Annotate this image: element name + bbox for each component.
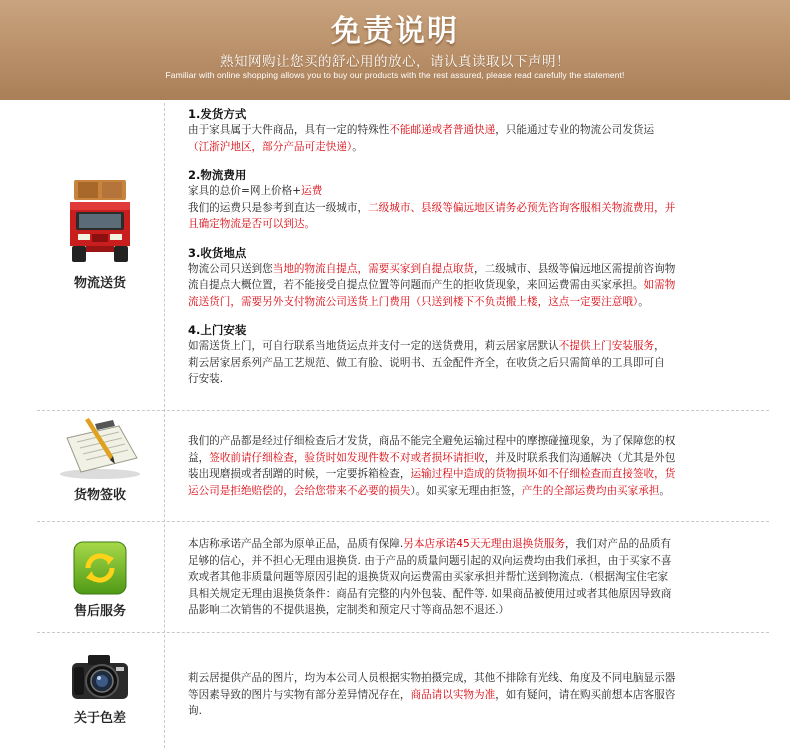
text-line: 运公司是拒绝赔偿的，会给您带来不必要的损失）。如买家无理由拒签，产生的全部运费均由买家承担。 (188, 484, 671, 497)
section-title: 3.收货地点 (188, 245, 247, 260)
banner-subtitle: 熟知网购让您买的舒心用的放心，请认真读取以下声明！ (220, 54, 570, 70)
text-line: 如需送货上门，可自行联系当地货运点并支付一定的送货费用，莉云居家居默认不提供上门安装服务， (188, 340, 665, 352)
text-line: 品影响二次销售的不提供退换，定制类和预定尺寸等商品恕不退还.） (188, 604, 510, 616)
category-signing (35, 418, 165, 503)
category-label: 物流送货 (73, 276, 126, 291)
category-label: 货物签收 (73, 488, 126, 503)
text-line: 询. (188, 705, 202, 717)
section-title: 4.上门安装 (188, 323, 247, 337)
camera-icon (35, 651, 165, 703)
text-line: 且确定物流是否可以到达。 (188, 218, 316, 230)
logistics-content (188, 106, 738, 388)
text-line: 欢或者其他非质量问题等原因引起的退换货双向运费需由买家承担并帮忙送到物流点.（根据淘宝住宅家 (188, 571, 669, 583)
category-logistics (35, 176, 165, 291)
text-line: （江浙沪地区，部分产品可走快递）。 (188, 140, 363, 153)
section-divider (37, 410, 769, 411)
text-line: 由于家具属于大件商品，具有一定的特殊性不能邮递或者普通快递，只能通过专业的物流公司发货运 (188, 124, 655, 136)
text-line: 本店称承诺产品全部为原单正品，品质有保障.另本店承诺45天无理由退换货服务，我们对产品的品质有 (188, 538, 671, 550)
after-sales-content (188, 536, 738, 619)
section-title: 2.物流费用 (188, 168, 247, 182)
section-divider (37, 632, 769, 633)
section-shipping (188, 106, 738, 155)
header-banner (0, 0, 790, 100)
text-line: 流自提点大概位置，若不能接受自提点位置等问题而产生的拒收货现象，来回运费需由买家承担。如需物 (188, 279, 676, 291)
text-line: 益，签收前请仔细检查，验货时如发现件数不对或者损坏请拒收，并及时联系我们沟通解决（尤其是外包 (188, 451, 676, 464)
category-label: 售后服务 (73, 604, 126, 619)
text-line: 莉云居家居系列产品工艺规范、做工有脸、说明书、五金配件齐全，在收货之后只需简单的工具即可自 (188, 356, 665, 369)
text-line: 具相关规定无理由退换货条件：商品有完整的内外包装、配件等. 如果商品被使用过或者其他原因导致商 (188, 587, 672, 600)
text-line: 家具的总价=网上价格+运费 (188, 185, 323, 197)
section-title: 1.发货方式 (188, 107, 247, 121)
text-line: 足够的信心，并不担心无理由退换货. 由于产品的质量问题引起的双向运费均由我们承担，由于买家不喜 (188, 554, 672, 567)
text-line: 行安装. (188, 373, 224, 385)
category-after-sales (35, 540, 165, 619)
section-divider (37, 521, 769, 522)
sign-clipboard-pen-icon (35, 418, 165, 480)
text-line: 我们的运费只是参考到直达一级城市，二级城市、县级等偏远地区请务必预先咨询客服相关物流费用，并 (188, 201, 676, 214)
text-line: 我们的产品都是经过仔细检查后才发货，商品不能完全避免运输过程中的摩擦碰撞现象，为了保障您的权 (188, 435, 676, 447)
refresh-arrows-icon (35, 540, 165, 596)
text-line: 装出现磨损或者刮蹭的时候，一定要拆箱检查，运输过程中造成的货物损坏如不仔细检查而直接签收，货 (188, 468, 676, 480)
banner-subtitle-english: Familiar with online shopping allows you to buy our products with the rest assured, please read carefully the statement! (165, 70, 625, 80)
page-title: 免责说明 (331, 14, 459, 49)
section-pickup (188, 245, 738, 311)
delivery-truck-icon (35, 176, 165, 268)
signing-content (188, 433, 738, 499)
text-line: 等因素导致的图片与实物有部分差异情况存在，商品请以实物为准，如有疑问，请在购买前想本店客服咨 (188, 688, 676, 701)
section-install (188, 322, 738, 388)
text-line: 物流公司只送到您当地的物流自提点，需要买家到自提点取货，二级城市、县级等偏远地区需提前咨询物 (188, 262, 676, 275)
text-line: 莉云居提供产品的图片，均为本公司人员根据实物拍摄完成，其他不排除有光线、角度及不同电脑显示器 (188, 672, 676, 684)
text-line: 流送货门，需要另外支付物流公司送货上门费用（只送到楼下不负责搬上楼，这点一定要注意哦）。 (188, 295, 649, 308)
section-fees (188, 167, 738, 233)
color-difference-content (188, 670, 738, 720)
category-color-difference (35, 651, 165, 726)
category-label: 关于色差 (73, 711, 126, 726)
